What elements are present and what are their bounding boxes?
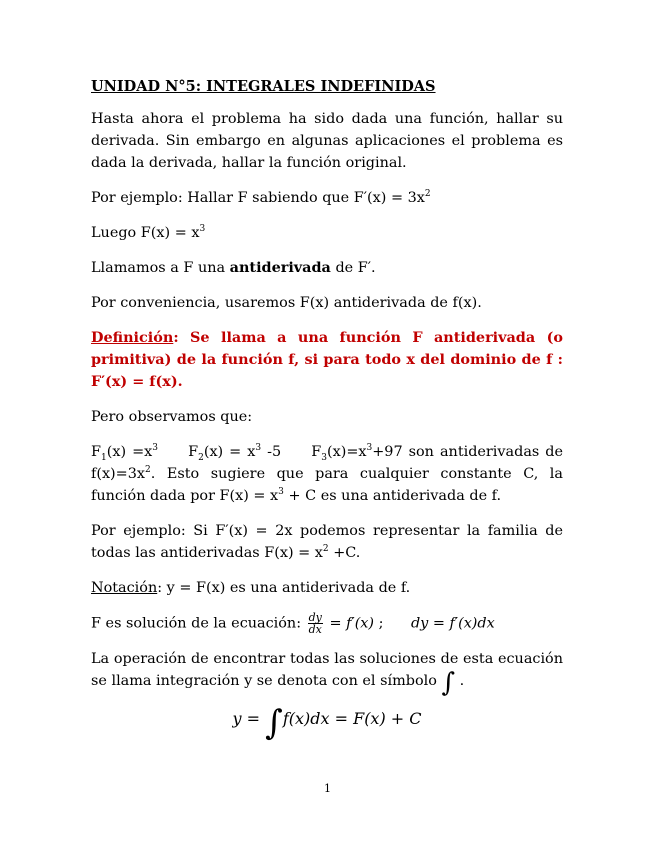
- antideriv-rest: . Esto sugiere que para cualquier constante C, la función dada por F(x) = x: [91, 466, 563, 504]
- f2-tail: -5: [261, 444, 282, 460]
- solution-text: F es solución de la ecuación:: [91, 615, 306, 632]
- f3-exp2: 2: [145, 465, 151, 476]
- example-2-text: Por ejemplo: Si F′(x) = 2x podemos representar la familia de todas las antiderivadas F(x) = x: [91, 523, 563, 561]
- llamamos-line: [91, 257, 563, 279]
- llamamos-pre: Llamamos a F una: [91, 260, 230, 276]
- integral-symbol-icon: ∫: [441, 668, 456, 698]
- display-lhs: y =: [232, 709, 266, 728]
- fraction-denominator: dx: [308, 623, 322, 636]
- example-2-exp: 2: [322, 544, 329, 555]
- display-rhs: f(x)dx = F(x) + C: [282, 709, 422, 728]
- notation-line: [91, 577, 563, 599]
- luego-exponent: 3: [199, 224, 206, 235]
- definition-text: Se llama a una función F antiderivada (o primitiva) de la función f, si para todo x del dominio de f : F′(x) = f(x).: [91, 329, 563, 390]
- f3-name: F: [311, 444, 322, 460]
- luego-text: Luego F(x) = x: [91, 225, 200, 241]
- notation-label: Notación: [91, 580, 158, 596]
- f2-sub: 2: [198, 452, 204, 463]
- equation-2: dy = f′(x)dx: [410, 615, 495, 632]
- definition-label: Definición: [91, 329, 174, 346]
- luego-line: [91, 222, 563, 244]
- antideriv-rest2: + C es una antiderivada de f.: [283, 488, 502, 504]
- definition-colon: :: [173, 329, 179, 346]
- operation-end: .: [455, 673, 465, 689]
- f1-expr: (x) =x: [106, 444, 153, 460]
- example-2-tail: +C.: [328, 545, 361, 561]
- example-1-text: Por ejemplo: Hallar F sabiendo que F′(x) = 3x: [91, 190, 425, 206]
- llamamos-bold: antiderivada: [229, 259, 331, 276]
- equation-1: = f′(x): [324, 615, 375, 632]
- llamamos-post: de F′.: [330, 260, 376, 276]
- equation-separator: ;: [374, 615, 384, 632]
- definition-paragraph: [91, 327, 563, 393]
- intro-paragraph: Hasta ahora el problema ha sido dada una función, hallar su derivada. Sin embargo en algunas aplicaciones el problema es dada la derivada, hallar la función original.: [91, 111, 563, 171]
- fraction-numerator: dy: [308, 611, 322, 624]
- observamos-line: Pero observamos que:: [91, 409, 253, 425]
- example-1-exponent: 2: [424, 189, 431, 200]
- document-body: [91, 76, 564, 743]
- antideriv-rest-exp: 3: [278, 487, 284, 498]
- antiderivatives-paragraph: [91, 441, 563, 507]
- f1-sub: 1: [101, 452, 107, 463]
- example-2: [91, 520, 563, 564]
- page-number: 1: [324, 782, 331, 795]
- f2-exp: 3: [255, 443, 262, 454]
- f2-expr: (x) = x: [203, 444, 256, 460]
- solution-line: [91, 612, 563, 635]
- f1-name: F: [91, 444, 101, 460]
- display-equation: [91, 703, 563, 743]
- f3-tail: +97 son antiderivadas de f(x)=3x: [91, 444, 564, 482]
- operation-text: La operación de encontrar todas las soluciones de esta ecuación se llama integración y se denota con el símbolo: [91, 651, 563, 689]
- conveniencia-line: Por conveniencia, usaremos F(x) antiderivada de f(x).: [91, 295, 482, 311]
- notation-text: : y = F(x) es una antiderivada de f.: [157, 580, 411, 596]
- f3-sub: 3: [321, 452, 327, 463]
- example-1: [91, 187, 563, 209]
- f1-exp: 3: [152, 443, 159, 454]
- f2-name: F: [188, 444, 199, 460]
- f3-exp: 3: [366, 443, 373, 454]
- f3-expr: (x)=x: [326, 444, 367, 460]
- page-title: UNIDAD N°5: INTEGRALES INDEFINIDAS: [91, 78, 436, 95]
- dy-dx-fraction: [308, 612, 323, 635]
- operation-paragraph: [91, 648, 563, 698]
- display-integral-icon: ∫: [265, 703, 283, 743]
